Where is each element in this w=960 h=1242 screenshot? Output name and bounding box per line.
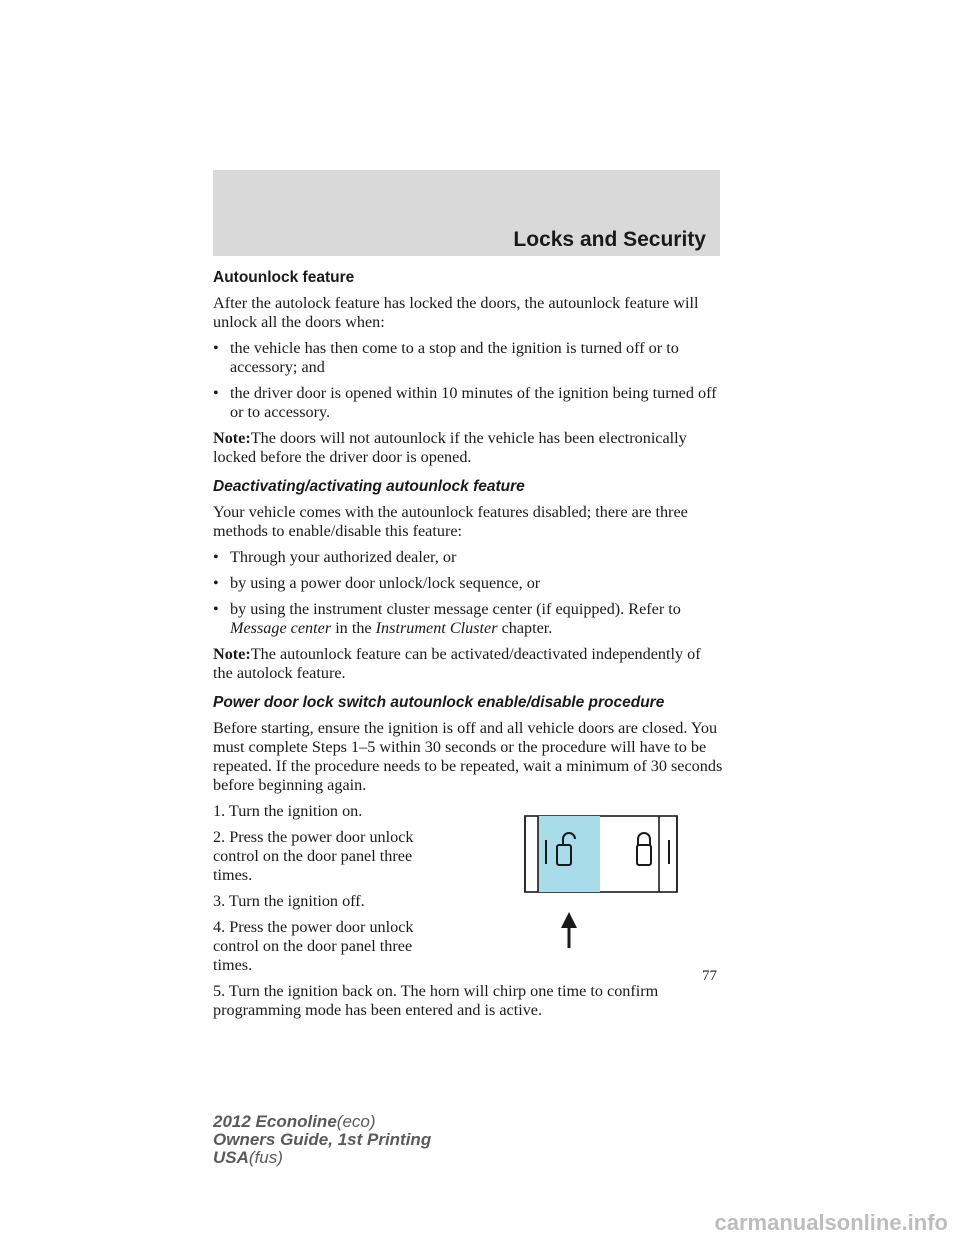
unlock-highlight: [538, 816, 600, 892]
section-header-band: [213, 170, 720, 256]
heading-deactivating: Deactivating/activating autounlock feature: [213, 478, 525, 495]
list-item: [213, 574, 723, 593]
list-item: [213, 548, 723, 567]
steps-list: [213, 802, 445, 975]
steps-area: [213, 802, 723, 1020]
note-autounlock: [213, 429, 723, 467]
bullet-icon: •: [213, 339, 219, 357]
bullet-icon: •: [213, 574, 219, 592]
list-item: [213, 339, 723, 377]
list-item: [213, 600, 723, 638]
note-label: Note:: [213, 645, 251, 663]
heading-procedure: Power door lock switch autounlock enable/disable procedure: [213, 694, 665, 711]
note-label: Note:: [213, 429, 251, 447]
list-item-text: the vehicle has then come to a stop and the ignition is turned off or to accessory; and: [230, 339, 679, 376]
list-item-text: Through your authorized dealer, or: [230, 548, 457, 566]
bullet-icon: •: [213, 600, 219, 618]
paragraph-autounlock-intro: After the autolock feature has locked the doors, the autounlock feature will unlock all the doors when:: [213, 294, 699, 331]
page-number: 77: [702, 968, 717, 984]
section-title: Locks and Security: [513, 228, 706, 251]
list-item: [213, 384, 723, 422]
door-lock-switch-figure: [521, 814, 681, 954]
reference-instrument-cluster: Instrument Cluster: [375, 619, 498, 637]
reference-message-center: Message center: [230, 619, 332, 637]
lock-icon: [637, 833, 651, 865]
list-item-text: by using the instrument cluster message center (if equipped). Refer to Message center in the Instrument Cluster chapter.: [230, 600, 681, 637]
step-item: 1. Turn the ignition on.: [213, 802, 363, 820]
note-deactivating: [213, 645, 723, 683]
note-text: The autounlock feature can be activated/deactivated independently of the autolock feature.: [213, 645, 701, 682]
heading-autounlock: Autounlock feature: [213, 269, 355, 286]
list-item-text: by using a power door unlock/lock sequence, or: [230, 574, 541, 592]
step-item: 3. Turn the ignition off.: [213, 892, 365, 910]
bullet-icon: •: [213, 548, 219, 566]
door-lock-switch-illustration: [521, 814, 681, 954]
step-item: 4. Press the power door unlock control on the door panel three times.: [213, 918, 414, 974]
bullet-icon: •: [213, 384, 219, 402]
step-item: 2. Press the power door unlock control on the door panel three times.: [213, 828, 414, 884]
arrow-up-icon: [561, 912, 577, 948]
watermark: carmanualsonline.info: [714, 1210, 948, 1235]
page-content: [213, 268, 723, 1020]
paragraph-deactivating-intro: Your vehicle comes with the autounlock features disabled; there are three methods to enable/disable this feature:: [213, 503, 688, 540]
step-item: 5. Turn the ignition back on. The horn will chirp one time to confirm programming mode has been entered and is active.: [213, 982, 659, 1019]
paragraph-procedure-intro: Before starting, ensure the ignition is off and all vehicle doors are closed. You must complete Steps 1–5 within 30 seconds or the procedure will have to be repeated. If the procedure needs to be repeated, wait a minimum of 30 seconds before beginning again.: [213, 719, 723, 794]
footer-printing-info: 2012 Econoline(eco) Owners Guide, 1st Printing USA(fus): [213, 1112, 432, 1167]
list-item-text: the driver door is opened within 10 minutes of the ignition being turned off or to accessory.: [230, 384, 717, 421]
note-text: The doors will not autounlock if the vehicle has been electronically locked before the driver door is opened.: [213, 429, 687, 466]
